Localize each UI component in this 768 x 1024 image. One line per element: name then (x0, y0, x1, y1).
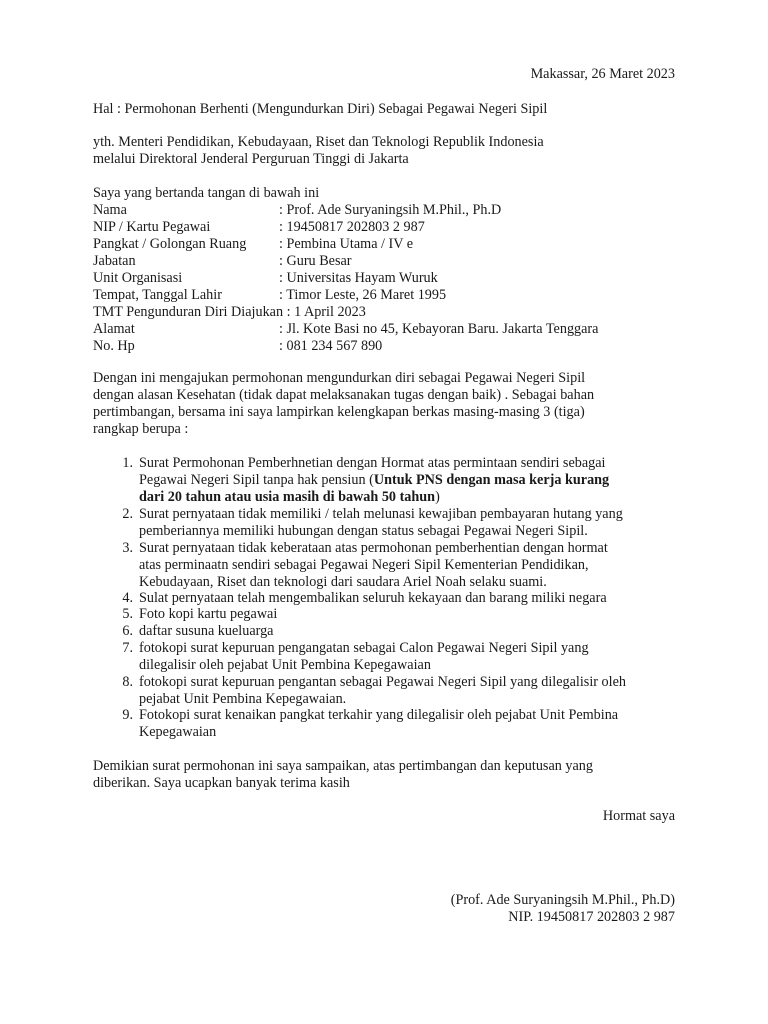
list-text (139, 590, 607, 607)
field-value: : Guru Besar (279, 253, 352, 269)
paragraph-line: pertimbangan, bersama ini saya lampirkan kelengkapan berkas masing-masing 3 (tiga) (93, 404, 585, 420)
identity-row (0, 236, 768, 253)
list-text (139, 707, 618, 741)
closing-paragraph (93, 758, 593, 792)
identity-row (0, 202, 768, 219)
signature-nip: NIP. 19450817 202803 2 987 (508, 909, 675, 925)
field-value: : Universitas Hayam Wuruk (279, 270, 438, 286)
list-number: 1. (122, 455, 133, 471)
identity-row (0, 321, 768, 338)
field-value: : Timor Leste, 26 Maret 1995 (279, 287, 447, 303)
list-line: pemberiannya memiliki hubungan dengan status sebagai Pegawai Negeri Sipil. (139, 523, 588, 539)
field-label: Alamat (93, 321, 135, 337)
list-number: 9. (122, 707, 133, 723)
field-label: Jabatan (93, 253, 136, 269)
list-line-bold: Untuk PNS dengan masa kerja kurang (373, 472, 610, 488)
list-line: dilegalisir oleh pejabat Unit Pembina Kepegawaian (139, 657, 431, 673)
identity-row (0, 338, 768, 355)
list-line (139, 472, 609, 489)
list-line: pejabat Unit Pembina Kepegawaian. (139, 691, 347, 707)
field-label: No. Hp (93, 338, 135, 354)
list-line: Foto kopi kartu pegawai (139, 606, 278, 622)
list-number: 8. (122, 674, 133, 690)
field-value: : 081 234 567 890 (279, 338, 383, 354)
identity-row (0, 287, 768, 304)
list-line: Kepegawaian (139, 724, 217, 740)
list-line-plain: ) (435, 489, 440, 505)
signature-name: (Prof. Ade Suryaningsih M.Phil., Ph.D) (450, 892, 675, 908)
field-label: Pangkat / Golongan Ruang (93, 236, 247, 252)
paragraph-line: rangkap berupa : (93, 421, 189, 437)
identity-table (0, 202, 768, 355)
list-line-bold: dari 20 tahun atau usia masih di bawah 50 tahun (139, 489, 436, 505)
list-text (139, 623, 273, 640)
recipient-block (93, 134, 544, 168)
recipient-line: melalui Direktoral Jenderal Perguruan Tinggi di Jakarta (93, 151, 409, 167)
field-value: : Pembina Utama / IV e (279, 236, 414, 252)
identity-row (0, 270, 768, 287)
list-line: Surat Permohonan Pemberhnetian dengan Hormat atas permintaan sendiri sebagai (139, 455, 606, 471)
place-date: Makassar, 26 Maret 2023 (530, 66, 675, 82)
list-number: 4. (122, 590, 133, 606)
field-label: Tempat, Tanggal Lahir (93, 287, 222, 303)
signature-block (451, 892, 675, 926)
letter-subject: Hal : Permohonan Berhenti (Mengundurkan Diri) Sebagai Pegawai Negeri Sipil (93, 101, 548, 117)
list-line: Sulat pernyataan telah mengembalikan seluruh kekayaan dan barang miliki negara (139, 590, 607, 606)
list-number: 3. (122, 540, 133, 556)
identity-row (0, 253, 768, 270)
list-line (139, 489, 609, 506)
list-line: fotokopi surat kepuruan pengangatan sebagai Calon Pegawai Negeri Sipil yang (139, 640, 589, 656)
list-text (139, 640, 589, 674)
paragraph-line: dengan alasan Kesehatan (tidak dapat melaksanakan tugas dengan baik) . Sebagai bahan (93, 387, 595, 403)
list-line-plain: Pegawai Negeri Sipil tanpa hak pensiun ( (139, 472, 374, 488)
list-text (139, 506, 623, 540)
list-text (139, 606, 277, 623)
list-line: fotokopi surat kepuruan pengantan sebagai Pegawai Negeri Sipil yang dilegalisir oleh (139, 674, 626, 690)
list-text (139, 455, 609, 506)
list-number: 5. (122, 606, 133, 622)
paragraph-line: Demikian surat permohonan ini saya sampaikan, atas pertimbangan dan keputusan yang (93, 758, 593, 774)
list-line: Surat pernyataan tidak memiliki / telah melunasi kewajiban pembayaran hutang yang (139, 506, 623, 522)
list-line: Kebudayaan, Riset dan teknologi dari saudara Ariel Noah selaku suami. (139, 574, 547, 590)
recipient-line: yth. Menteri Pendidikan, Kebudayaan, Riset dan Teknologi Republik Indonesia (93, 134, 544, 150)
list-line: daftar susuna kueluarga (139, 623, 274, 639)
list-text (139, 540, 608, 591)
identity-row (0, 304, 768, 321)
field-label: NIP / Kartu Pegawai (93, 219, 211, 235)
field-value: : 19450817 202803 2 987 (279, 219, 425, 235)
identity-row (0, 219, 768, 236)
list-line: Surat pernyataan tidak keberataan atas permohonan pemberhentian dengan hormat (139, 540, 608, 556)
field-value: : Prof. Ade Suryaningsih M.Phil., Ph.D (279, 202, 502, 218)
body-paragraph (93, 370, 594, 438)
field-label: Nama (93, 202, 127, 218)
list-number: 7. (122, 640, 133, 656)
list-line: atas perminaatn sendiri sebagai Pegawai Negeri Sipil Kementerian Pendidikan, (139, 557, 589, 573)
list-number: 2. (122, 506, 133, 522)
list-text (139, 674, 626, 708)
field-value: : Jl. Kote Basi no 45, Kebayoran Baru. Jakarta Tenggara (279, 321, 599, 337)
regards-text: Hormat saya (602, 808, 675, 824)
field-label: Unit Organisasi (93, 270, 183, 286)
list-line: Fotokopi surat kenaikan pangkat terkahir yang dilegalisir oleh pejabat Unit Pembina (139, 707, 619, 723)
paragraph-line: diberikan. Saya ucapkan banyak terima kasih (93, 775, 350, 791)
paragraph-line: Dengan ini mengajukan permohonan mengundurkan diri sebagai Pegawai Negeri Sipil (93, 370, 586, 386)
intro-text: Saya yang bertanda tangan di bawah ini (93, 185, 320, 201)
field-label: TMT Pengunduran Diri Diajukan : 1 April 2023 (93, 304, 366, 320)
list-number: 6. (122, 623, 133, 639)
